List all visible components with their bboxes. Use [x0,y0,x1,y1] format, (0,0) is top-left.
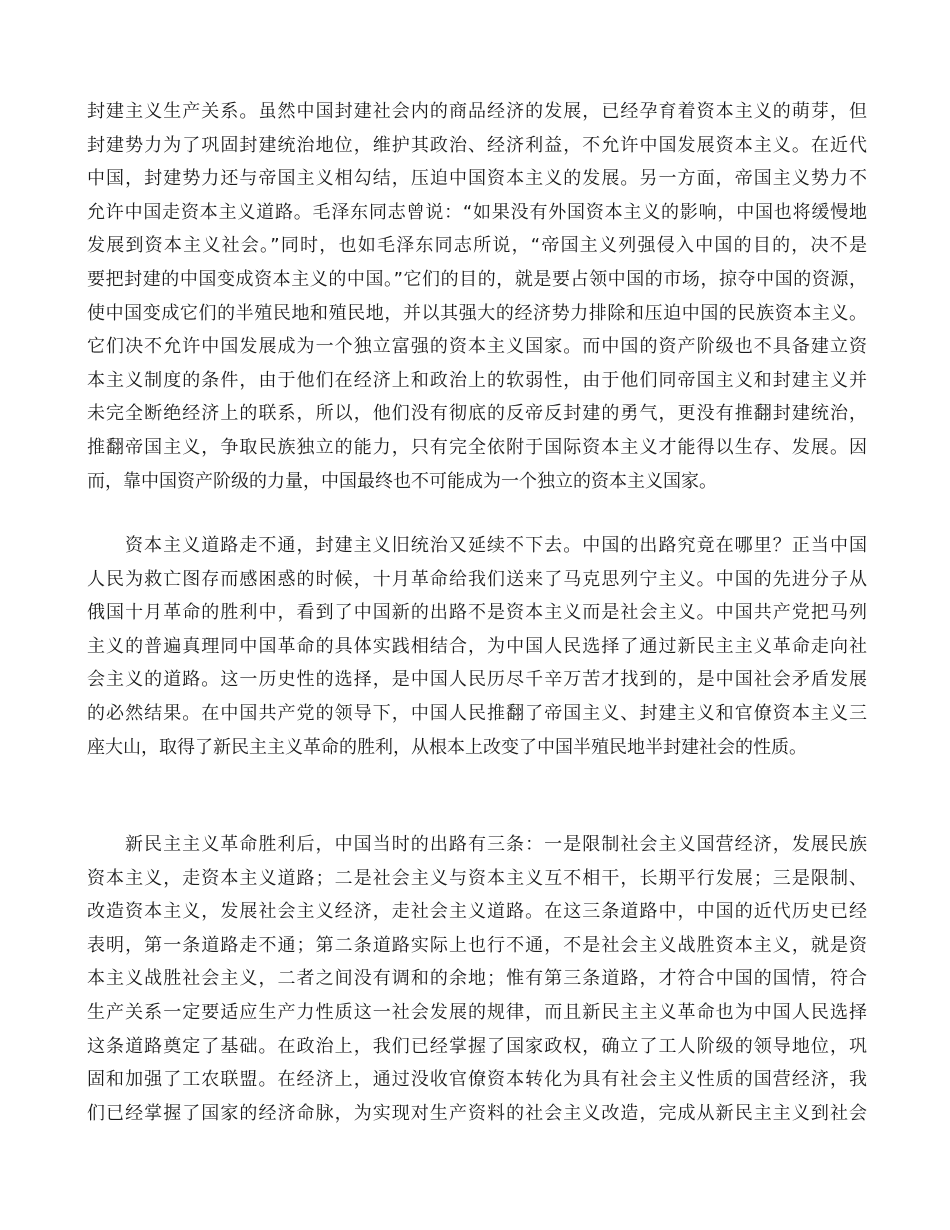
text-line: 资本主义，走资本主义道路；二是社会主义与资本主义互不相干，长期平行发展；三是限制、 [87,867,867,889]
text-line: 封建主义生产关系。虽然中国封建社会内的商品经济的发展，已经孕育着资本主义的萌芽，但 [87,101,867,122]
text-line: 俄国十月革命的胜利中，看到了中国新的出路不是资本主义而是社会主义。中国共产党把马列 [87,602,867,624]
text-line: 推翻帝国主义，争取民族独立的能力，只有完全依附于国际资本主义才能得以生存、发展。因 [87,436,867,458]
text-line: 使中国变成它们的半殖民地和殖民地，并以其强大的经济势力排除和压迫中国的民族资本主义。 [87,302,867,324]
paragraph-2 [87,529,867,764]
text-line: 本主义制度的条件，由于他们在经济上和政治上的软弱性，由于他们同帝国主义和封建主义并 [87,369,867,391]
text-line: 未完全断绝经济上的联系，所以，他们没有彻底的反帝反封建的勇气，更没有推翻封建统治， [87,403,867,425]
paragraph-1 [87,95,867,498]
text-line: 们已经掌握了国家的经济命脉，为实现对生产资料的社会主义改造，完成从新民主主义到社会 [87,1102,867,1124]
text-line: 发展到资本主义社会。”同时，也如毛泽东同志所说，“帝国主义列强侵入中国的目的，决不是 [87,235,867,257]
text-line: 这条道路奠定了基础。在政治上，我们已经掌握了国家政权，确立了工人阶级的领导地位，巩 [87,1035,867,1057]
text-line: 而，靠中国资产阶级的力量，中国最终也不可能成为一个独立的资本主义国家。 [87,470,717,492]
text-line: 要把封建的中国变成资本主义的中国。”它们的目的，就是要占领中国的市场，掠夺中国的资源， [87,268,867,290]
text-line: 封建势力为了巩固封建统治地位，维护其政治、经济利益，不允许中国发展资本主义。在近代 [87,134,867,156]
text-line: 主义的普遍真理同中国革命的具体实践相结合，为中国人民选择了通过新民主主义革命走向社 [87,635,867,657]
text-line: 中国，封建势力还与帝国主义相勾结，压迫中国资本主义的发展。另一方面，帝国主义势力不 [87,168,867,190]
text-line: 允许中国走资本主义道路。毛泽东同志曾说：“如果没有外国资本主义的影响，中国也将缓慢地 [87,201,867,223]
text-line: 的必然结果。在中国共产党的领导下，中国人民推翻了帝国主义、封建主义和官僚资本主义三 [87,702,867,724]
text-line: 座大山，取得了新民主主义革命的胜利，从根本上改变了中国半殖民地半封建社会的性质。 [87,736,807,758]
text-line: 本主义战胜社会主义，二者之间没有调和的余地；惟有第三条道路，才符合中国的国情，符合 [87,968,867,990]
text-line: 它们决不允许中国发展成为一个独立富强的资本主义国家。而中国的资产阶级也不具备建立资 [87,336,867,358]
text-line: 人民为救亡图存而感困惑的时候，十月革命给我们送来了马克思列宁主义。中国的先进分子从 [87,568,867,590]
paragraph-3 [87,828,867,1130]
text-line: 新民主主义革命胜利后，中国当时的出路有三条：一是限制社会主义国营经济，发展民族 [125,834,867,855]
text-line: 改造资本主义，发展社会主义经济，走社会主义道路。在这三条道路中，中国的近代历史已经 [87,901,867,923]
text-line: 会主义的道路。这一历史性的选择，是中国人民历尽千辛万苦才找到的，是中国社会矛盾发展 [87,669,867,691]
text-line: 生产关系一定要适应生产力性质这一社会发展的规律，而且新民主主义革命也为中国人民选择 [87,1001,867,1023]
text-line: 资本主义道路走不通，封建主义旧统治又延续不下去。中国的出路究竟在哪里？正当中国 [125,535,867,556]
text-line: 固和加强了工农联盟。在经济上，通过没收官僚资本转化为具有社会主义性质的国营经济，我 [87,1069,867,1091]
text-line: 表明，第一条道路走不通；第二条道路实际上也行不通，不是社会主义战胜资本主义，就是资 [87,934,867,956]
